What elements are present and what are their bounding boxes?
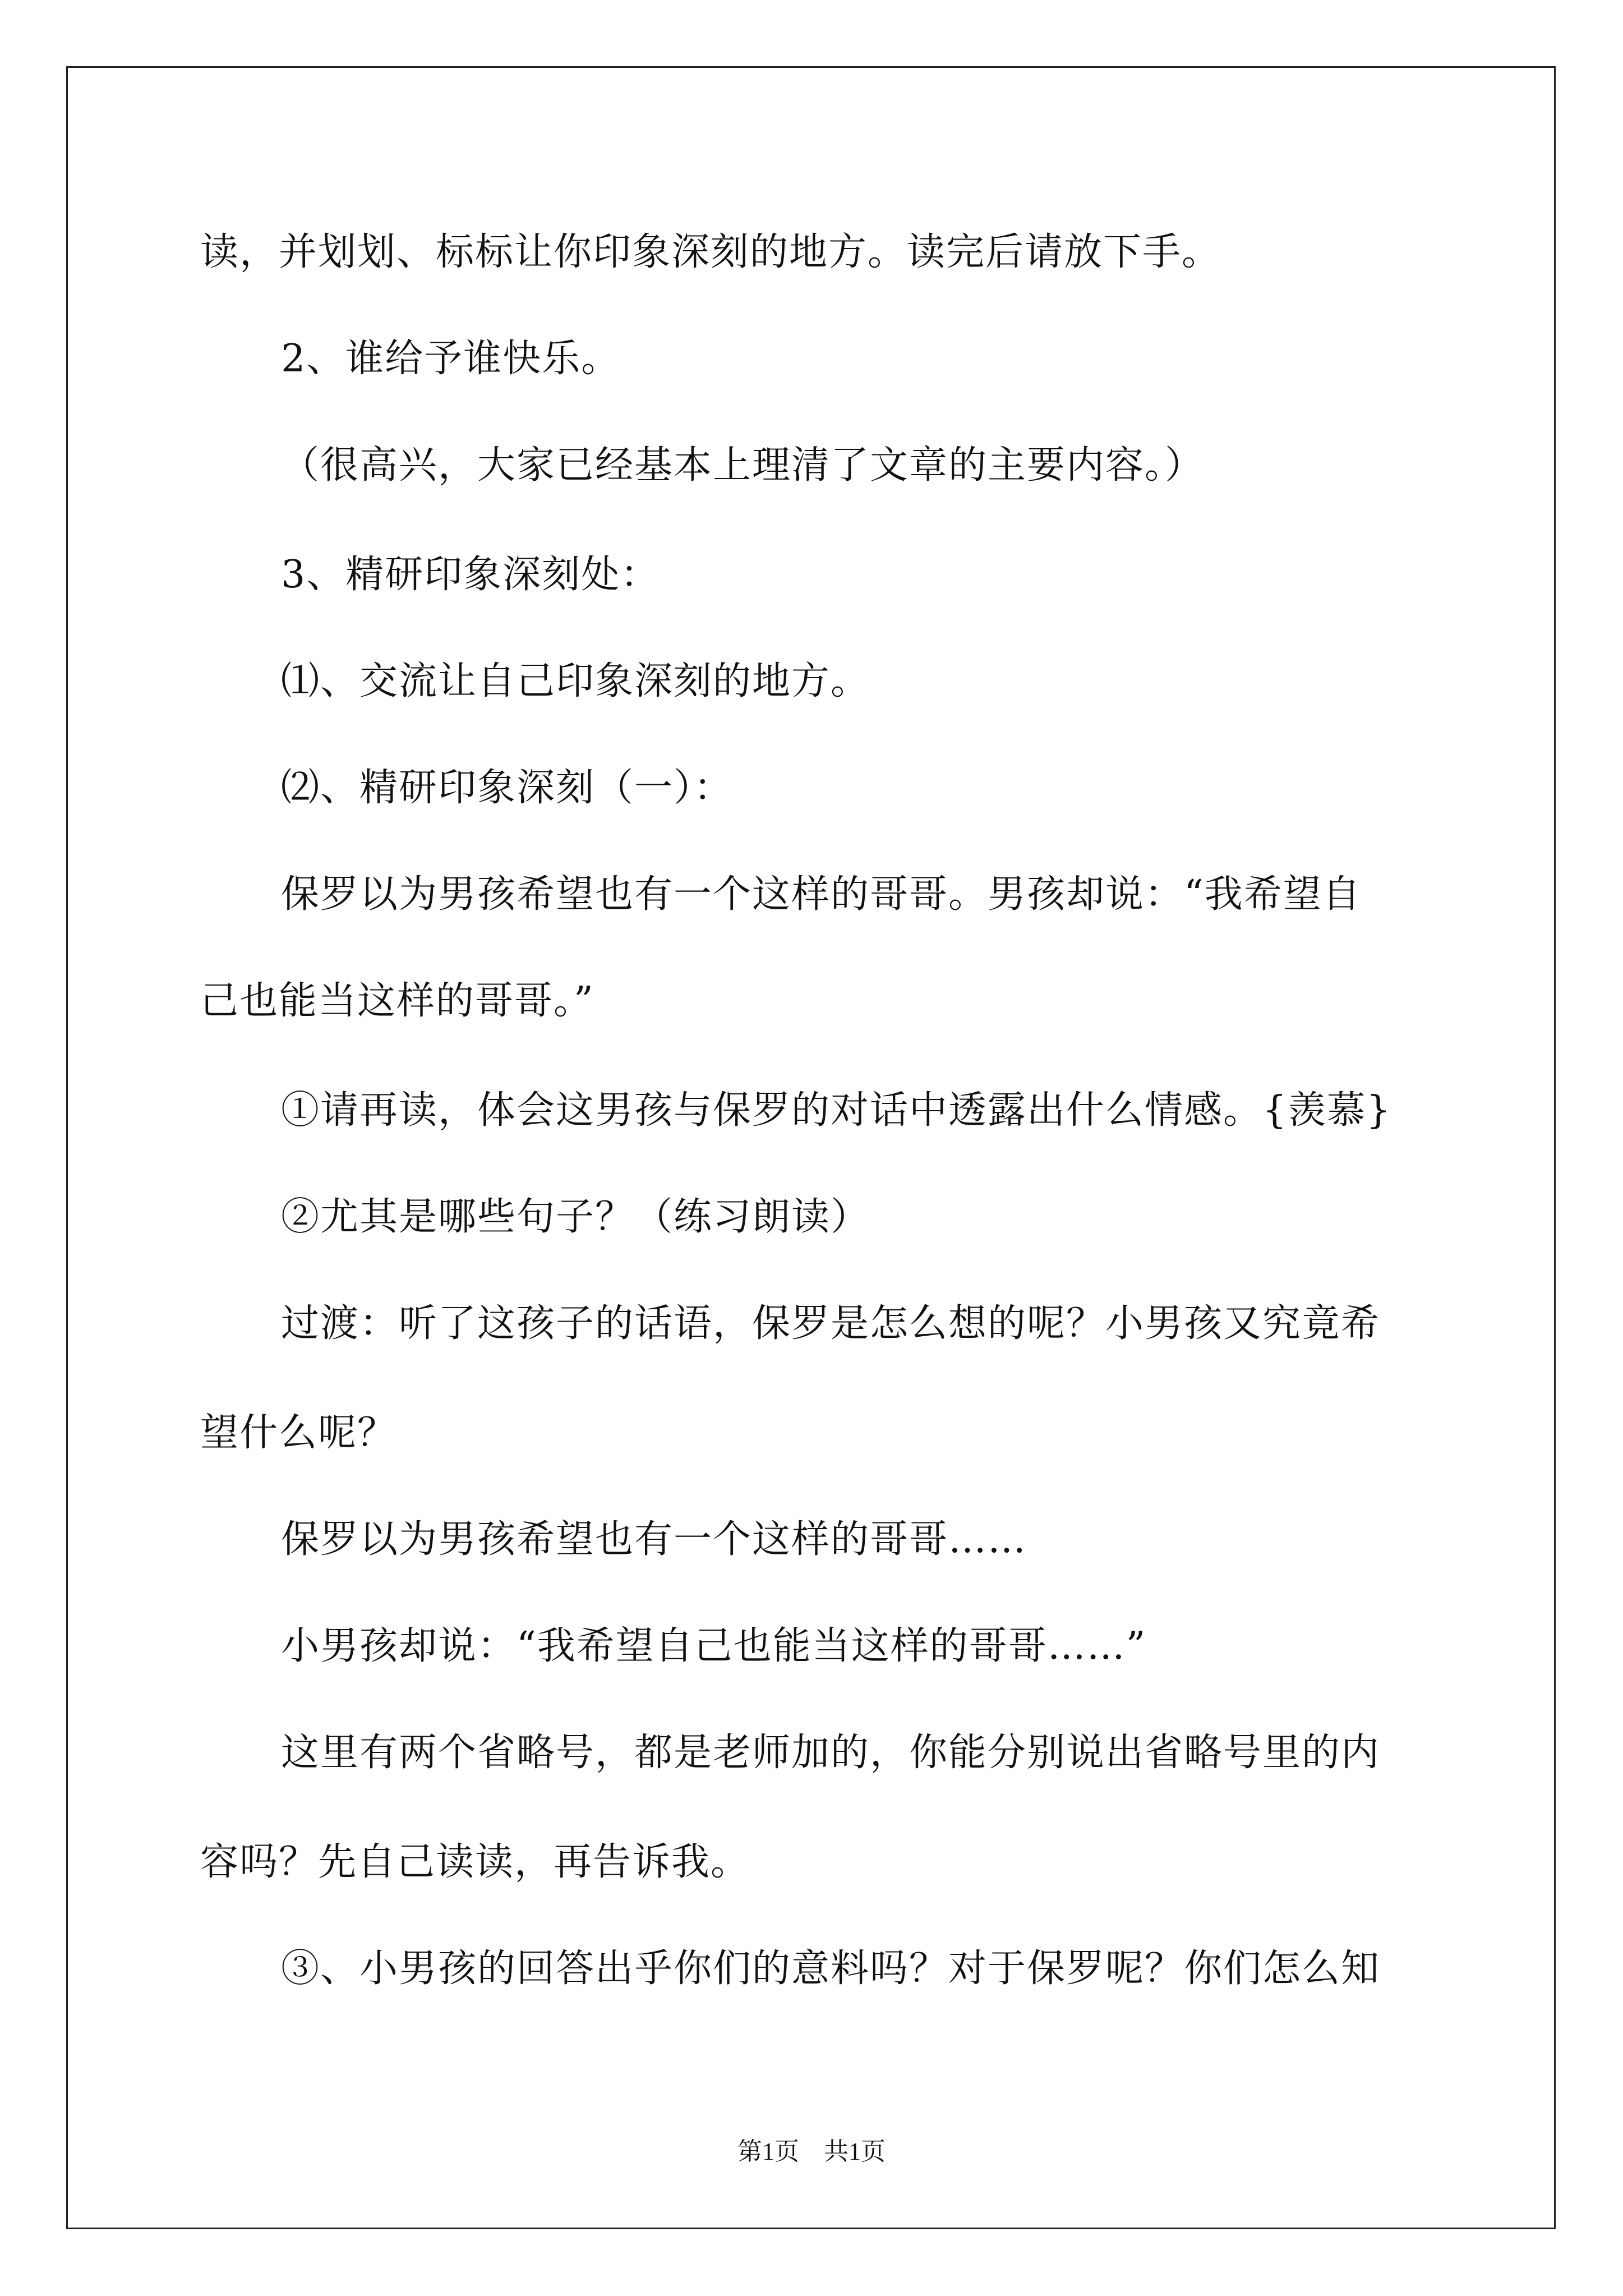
text-line-9: ①请再读，体会这男孩与保罗的对话中透露出什么情感。{羡慕} [281, 1088, 1392, 1133]
text-line-1: 读，并划划、标标让你印象深刻的地方。读完后请放下手。 [200, 230, 1221, 274]
text-line-17: ③、小男孩的回答出乎你们的意料吗？对于保罗呢？你们怎么知 [281, 1947, 1381, 1991]
text-line-12: 望什么呢？ [200, 1411, 397, 1455]
text-line-3: （很高兴，大家已经基本上理清了文章的主要内容。） [281, 443, 1205, 487]
text-line-16: 容吗？先自己读读，再告诉我。 [200, 1840, 750, 1884]
text-line-15: 这里有两个省略号，都是老师加的，你能分别说出省略号里的内 [281, 1731, 1381, 1775]
text-line-7: 保罗以为男孩希望也有一个这样的哥哥。男孩却说：“我希望自 [281, 872, 1362, 917]
text-line-11: 过渡：听了这孩子的话语，保罗是怎么想的呢？小男孩又究竟希 [281, 1301, 1381, 1346]
text-line-4: 3、精研印象深刻处： [281, 553, 660, 597]
text-line-10: ②尤其是哪些句子？（练习朗读） [281, 1195, 870, 1239]
text-line-8: 己也能当这样的哥哥。” [200, 979, 594, 1023]
page-border [66, 66, 1556, 2229]
text-line-6: ⑵、精研印象深刻（一）： [281, 766, 734, 810]
text-line-5: ⑴、交流让自己印象深刻的地方。 [281, 659, 870, 703]
text-line-2: 2、谁给予谁快乐。 [281, 337, 621, 381]
page-number-footer: 第1页 共1页 [737, 2138, 886, 2165]
text-line-14: 小男孩却说：“我希望自己也能当这样的哥哥……” [281, 1624, 1147, 1668]
text-line-13: 保罗以为男孩希望也有一个这样的哥哥…… [281, 1517, 1027, 1562]
